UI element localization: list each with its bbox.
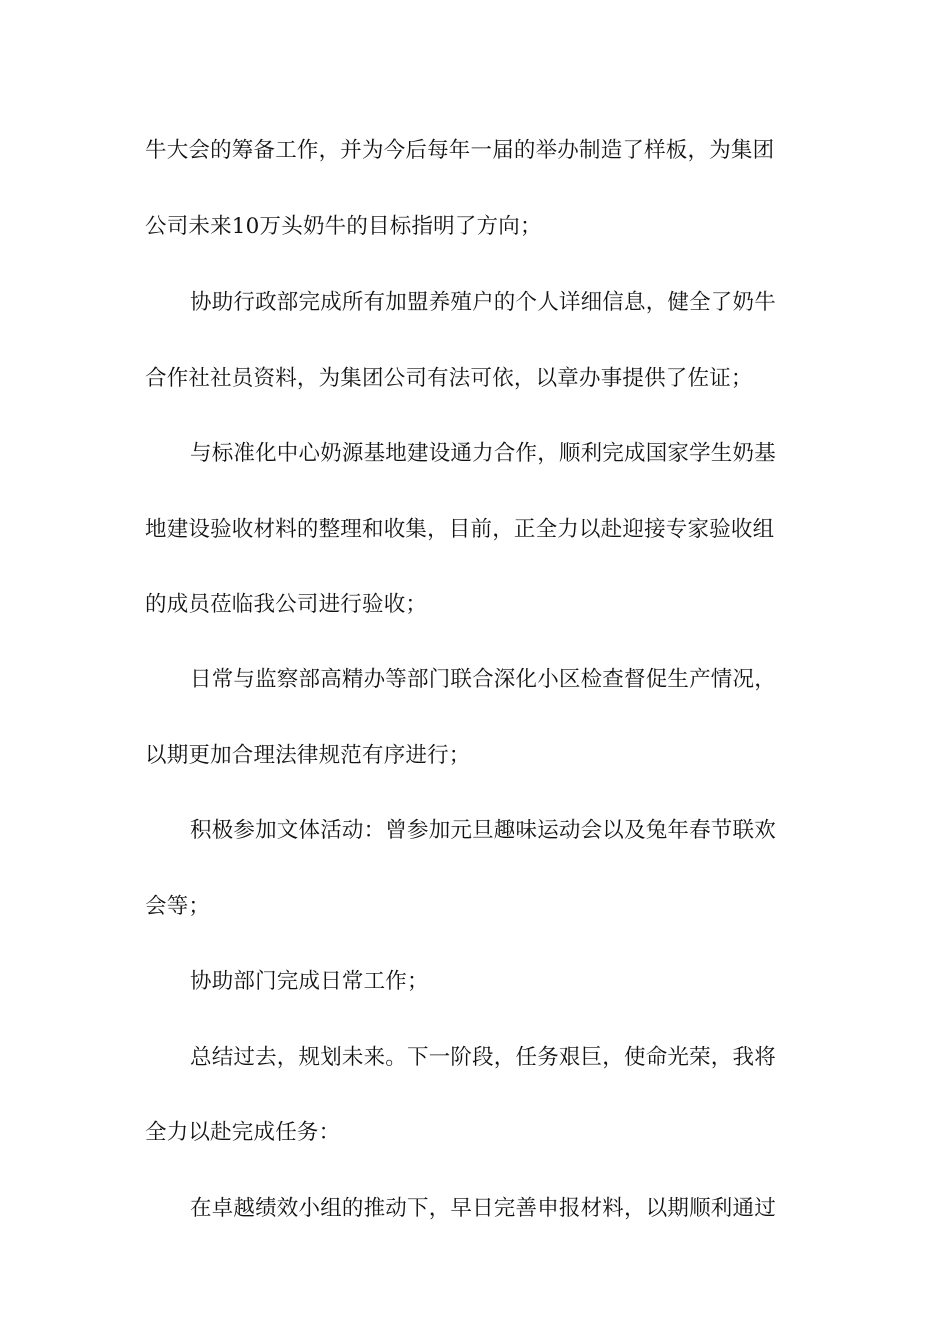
text-line: 的成员莅临我公司进行验收； (145, 592, 428, 617)
text-line: 牛大会的筹备工作，并为今后每年一届的举办制造了样板，为集团 (145, 138, 775, 163)
text-line: 合作社社员资料，为集团公司有法可依，以章办事提供了佐证； (145, 366, 753, 391)
text-line: 会等； (145, 894, 211, 919)
paragraph-start-line: 协助行政部完成所有加盟养殖户的个人详细信息，健全了奶牛 (190, 290, 776, 315)
text-line: 以期更加合理法律规范有序进行； (145, 743, 471, 768)
paragraph-start-line: 日常与监察部高精办等部门联合深化小区检查督促生产情况， (190, 667, 776, 692)
paragraph-start-line: 总结过去，规划未来。下一阶段，任务艰巨，使命光荣，我将 (190, 1045, 776, 1070)
paragraph-start-line: 协助部门完成日常工作； (190, 969, 429, 994)
text-line: 地建设验收材料的整理和收集，目前，正全力以赴迎接专家验收组 (145, 517, 775, 542)
paragraph-start-line: 与标准化中心奶源基地建设通力合作，顺利完成国家学生奶基 (190, 441, 776, 466)
paragraph-start-line: 积极参加文体活动：曾参加元旦趣味运动会以及兔年春节联欢 (190, 818, 776, 843)
text-line: 公司未来10万头奶牛的目标指明了方向； (145, 214, 542, 239)
paragraph-start-line: 在卓越绩效小组的推动下，早日完善申报材料，以期顺利通过 (190, 1196, 776, 1221)
text-line: 全力以赴完成任务： (145, 1120, 341, 1145)
